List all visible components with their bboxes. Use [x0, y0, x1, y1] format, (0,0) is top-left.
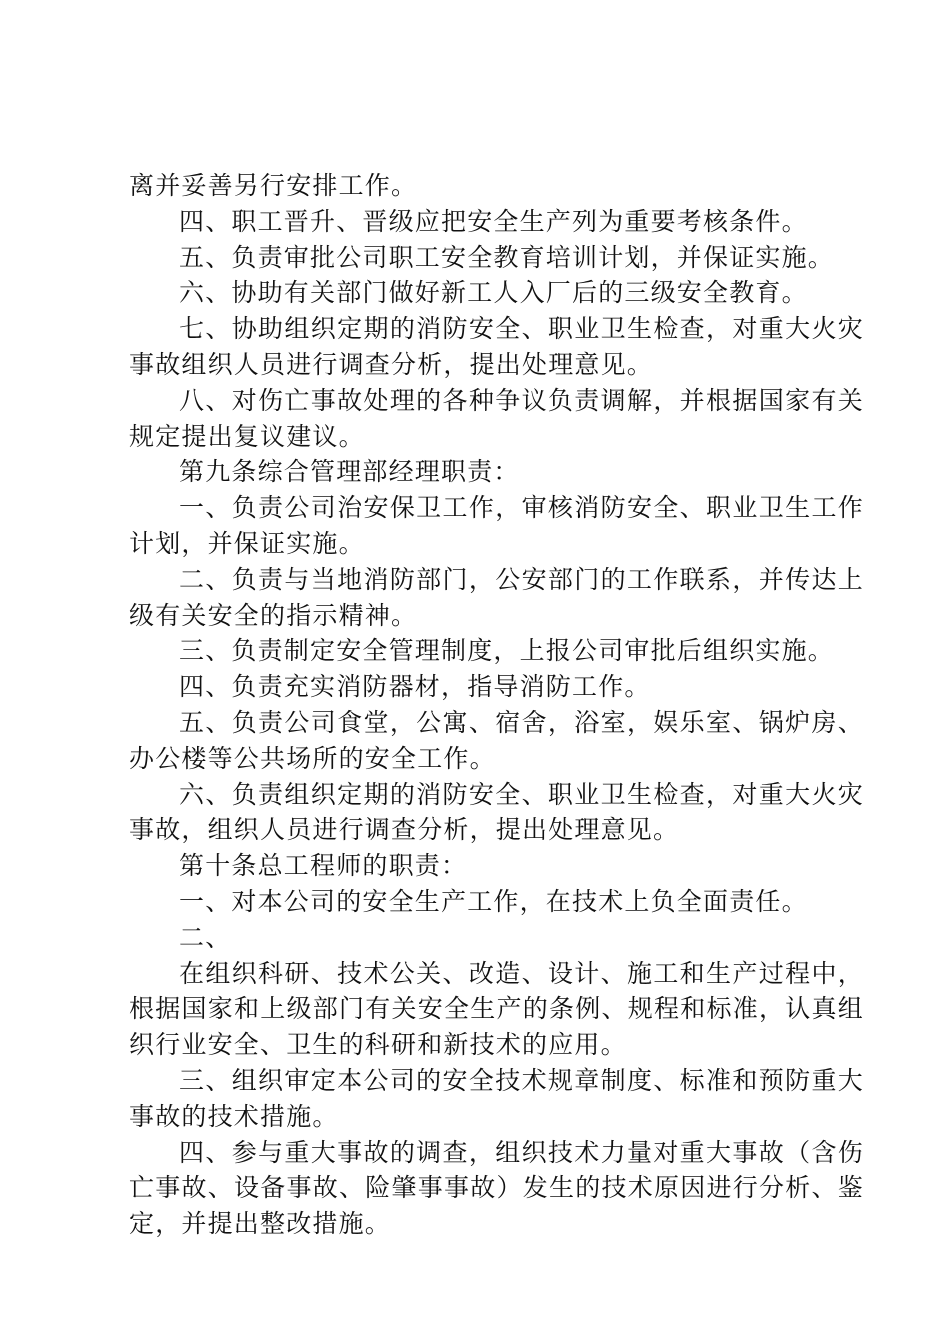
paragraph: 三、负责制定安全管理制度，上报公司审批后组织实施。	[179, 636, 835, 666]
section-heading: 第九条综合管理部经理职责：	[179, 457, 520, 487]
paragraph: 三、组织审定本公司的安全技术规章制度、标准和预防重大事故的技术措施。	[129, 1065, 864, 1131]
paragraph: 八、对伤亡事故处理的各种争议负责调解，并根据国家有关规定提出复议建议。	[129, 385, 864, 451]
paragraph: 六、协助有关部门做好新工人入厂后的三级安全教育。	[179, 278, 808, 308]
paragraph: 五、负责审批公司职工安全教育培训计划，并保证实施。	[179, 242, 835, 272]
paragraph: 七、协助组织定期的消防安全、职业卫生检查，对重大火灾事故组织人员进行调查分析，提出处理意见。	[129, 314, 864, 379]
paragraph: 五、负责公司食堂，公寓、宿舍，浴室，娱乐室、锅炉房、办公楼等公共场所的安全工作。	[129, 707, 864, 773]
paragraph: 一、负责公司治安保卫工作，审核消防安全、职业卫生工作计划，并保证实施。	[129, 493, 864, 558]
section-heading: 第十条总工程师的职责：	[179, 851, 468, 881]
paragraph: 四、参与重大事故的调查，组织技术力量对重大事故（含伤亡事故、设备事故、险肇事事故）发生的技术原因进行分析、鉴定，并提出整改措施。	[129, 1137, 864, 1239]
paragraph: 离并妥善另行安排工作。	[129, 171, 418, 200]
document-body	[129, 168, 864, 1242]
paragraph: 二、负责与当地消防部门，公安部门的工作联系，并传达上级有关安全的指示精神。	[129, 564, 864, 630]
paragraph: 六、负责组织定期的消防安全、职业卫生检查，对重大火灾事故，组织人员进行调查分析，提出处理意见。	[129, 779, 864, 845]
paragraph: 在组织科研、技术公关、改造、设计、施工和生产过程中，根据国家和上级部门有关安全生产的条例、规程和标准，认真组织行业安全、卫生的科研和新技术的应用。	[129, 958, 864, 1060]
paragraph: 二、	[179, 922, 232, 952]
paragraph: 一、对本公司的安全生产工作，在技术上负全面责任。	[179, 886, 808, 916]
paragraph: 四、职工晋升、晋级应把安全生产列为重要考核条件。	[179, 206, 808, 236]
paragraph: 四、负责充实消防器材，指导消防工作。	[179, 672, 651, 702]
